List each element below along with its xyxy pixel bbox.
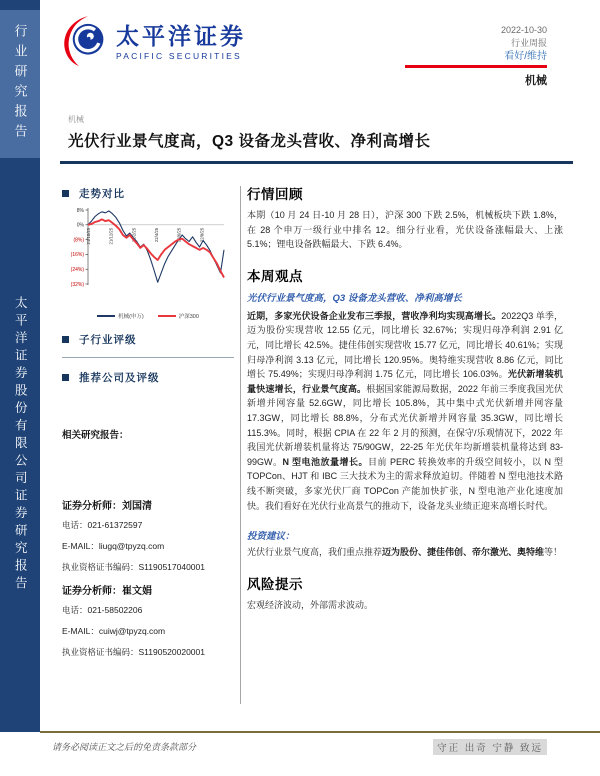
analyst-block [62,497,234,573]
related-reports-label: 相关研究报告： [62,430,129,441]
section-heading-risk: 风险提示 [247,576,303,592]
brand [62,14,246,71]
svg-text:(8%): (8%) [73,237,84,244]
pacific-securities-logo-icon [62,14,108,71]
analyst-cert: 执业资格证书编码：S1190517040001 [62,562,205,572]
svg-text:(32%): (32%) [70,281,84,288]
footer-disclaimer: 请务必阅读正文之后的免责条款部分 [52,742,197,752]
svg-text:(24%): (24%) [70,267,84,273]
subindustry-rating-label: 子行业评级 [79,334,137,346]
left-column-divider [62,357,234,358]
legend-item-machinery [97,312,144,320]
sidebar-top-cap [0,0,40,10]
trend-section-label: 走势对比 [79,188,125,200]
subindustry-rating-header [62,332,234,347]
legend-line-blue [97,315,115,317]
advice-paragraph: 光伏行业景气度高，我们重点推荐迈为股份、捷佳伟创、帝尔激光、奥特维等！ [247,547,563,558]
title-eyebrow: 机械 [68,115,84,124]
column-divider [240,186,241,704]
svg-text:(16%): (16%) [70,252,84,259]
analyst-email: E-MAIL：liugq@tpyzq.com [62,541,165,551]
main-column [247,183,563,612]
section-heading-weekly-view: 本周观点 [247,268,303,284]
analyst-email: E-MAIL：cuiwj@tpyzq.com [62,626,166,636]
footer-rule [40,731,600,733]
svg-text:8%: 8% [76,207,84,214]
legend-item-csi300 [158,312,199,320]
legend-line-red [158,315,176,317]
brand-name-en: PACIFIC SECURITIES [116,50,242,61]
analyst-name: 证券分析师：崔文娟 [62,586,152,597]
report-type: 行业周报 [510,38,547,48]
weekly-view-paragraph: 近期，多家光伏设备企业发布三季报，营收净利均实现高增长。2022Q3 单季，迈为股份实现营收 12.55 亿元，同比增长 32.67%；实现归母净利润 2.91 亿元，同比增长 42.5%。捷佳伟创实现营收 15.77 亿元，同比增长 40.61%；实现归母净利润 3.13 亿元，同比增长 120.95%。奥特维实现营收 8.86 亿元，同比增长 75.49%；实现归母净利润 1.75 亿元，同比增长 106.03%。光伏新增装机量快速增长，行业景气度高。根据国家能源局数据，2022 年前三季度我国光伏新增并网容量 52.6GW，同比增长 105.8%，其中集中式光伏新增并网容量 17.3GW，同比增长 88.8%，分布式光伏新增并网容量 35.3GW，同比增长 115.3%。同时，根据 CPIA 在 22 年 2 月的预测，在保守/乐观情况下，2022 年我国光伏新增装机量将达 75/90GW，22-25 年光伏年均新增装机量将达到 83-99GW。N 型电池放量增长。目前 PERC 转换效率的升级空间较小，以 N 型 TOPCon、HJT 和 IBC 三大技术为主的需求释放迫切。伴随着 N 型电池技术路线不断突破，多家光伏厂商 TOPCon 产能加快扩张，N 型电池产业化速度加快。我们看好在光伏行业高景气的推动下，设备龙头业绩正迎来高增长时代。 [247,310,563,511]
red-accent-rule [405,65,547,68]
trend-chart [62,205,234,320]
analyst-phone: 电话：021-61372597 [62,520,143,530]
title-rule [60,161,573,164]
svg-text:21/10/25: 21/10/25 [86,227,91,245]
analyst-info [62,497,234,658]
blue-square-bullet-icon [62,374,69,381]
chart-legend [62,312,234,320]
report-date: 2022-10-30 [500,25,547,35]
section-heading-advice: 投资建议： [247,531,295,543]
svg-text:21/12/25: 21/12/25 [108,227,114,245]
footer-motto: 守正 出奇 宁静 致远 [433,739,547,755]
svg-text:22/2/25: 22/2/25 [131,227,137,243]
sidebar-company-label: 太平洋证券股份有限公司证券研究报告 [13,296,28,594]
weekly-view-subhead: 光伏行业景气度高，Q3 设备龙头营收、净利高增长 [247,292,462,304]
report-meta [405,24,547,88]
page-title: 光伏行业景气度高，Q3 设备龙头营收、净利高增长 [68,133,431,150]
industry-rating: 看好/维持 [504,51,547,62]
sidebar-company-strip [0,158,40,732]
legend-label-machinery: 机械(申万) [118,314,144,320]
section-heading-review: 行情回顾 [247,187,303,202]
svg-text:22/4/25: 22/4/25 [154,227,159,243]
svg-text:22/6/25: 22/6/25 [176,227,182,243]
brand-text [116,24,246,60]
svg-text:22/8/25: 22/8/25 [199,227,205,243]
trend-chart-svg [62,205,232,305]
analyst-cert: 执业资格证书编码：S1190520020001 [62,647,205,657]
analyst-phone: 电话：021-58502206 [62,605,143,615]
brand-name-cn: 太平洋证券 [116,23,246,50]
analyst-name: 证券分析师：刘国清 [62,501,152,512]
review-paragraph: 本期（10 月 24 日-10 月 28 日），沪深 300 下跌 2.5%，机械板块下跌 1.8%，在 28 个申万一级行业中排名 12。细分行业看，光伏设备涨幅最大、上涨 5.1%；锂电设备跌幅最大、下跌 6.4%。 [247,210,563,250]
sidebar-report-category [0,10,40,158]
blue-square-bullet-icon [62,190,69,197]
risk-paragraph: 宏观经济波动，外部需求波动。 [247,599,374,610]
recommended-companies-header [62,370,234,385]
blue-square-bullet-icon [62,336,69,343]
industry-name: 机械 [525,75,547,87]
sidebar-report-category-label: 行业研究报告 [12,24,28,144]
left-column [62,186,234,667]
legend-label-csi300: 沪深300 [178,314,199,320]
svg-text:0%: 0% [76,222,84,229]
recommended-companies-label: 推荐公司及评级 [79,372,160,384]
trend-section-header [62,186,234,201]
analyst-block [62,582,234,658]
